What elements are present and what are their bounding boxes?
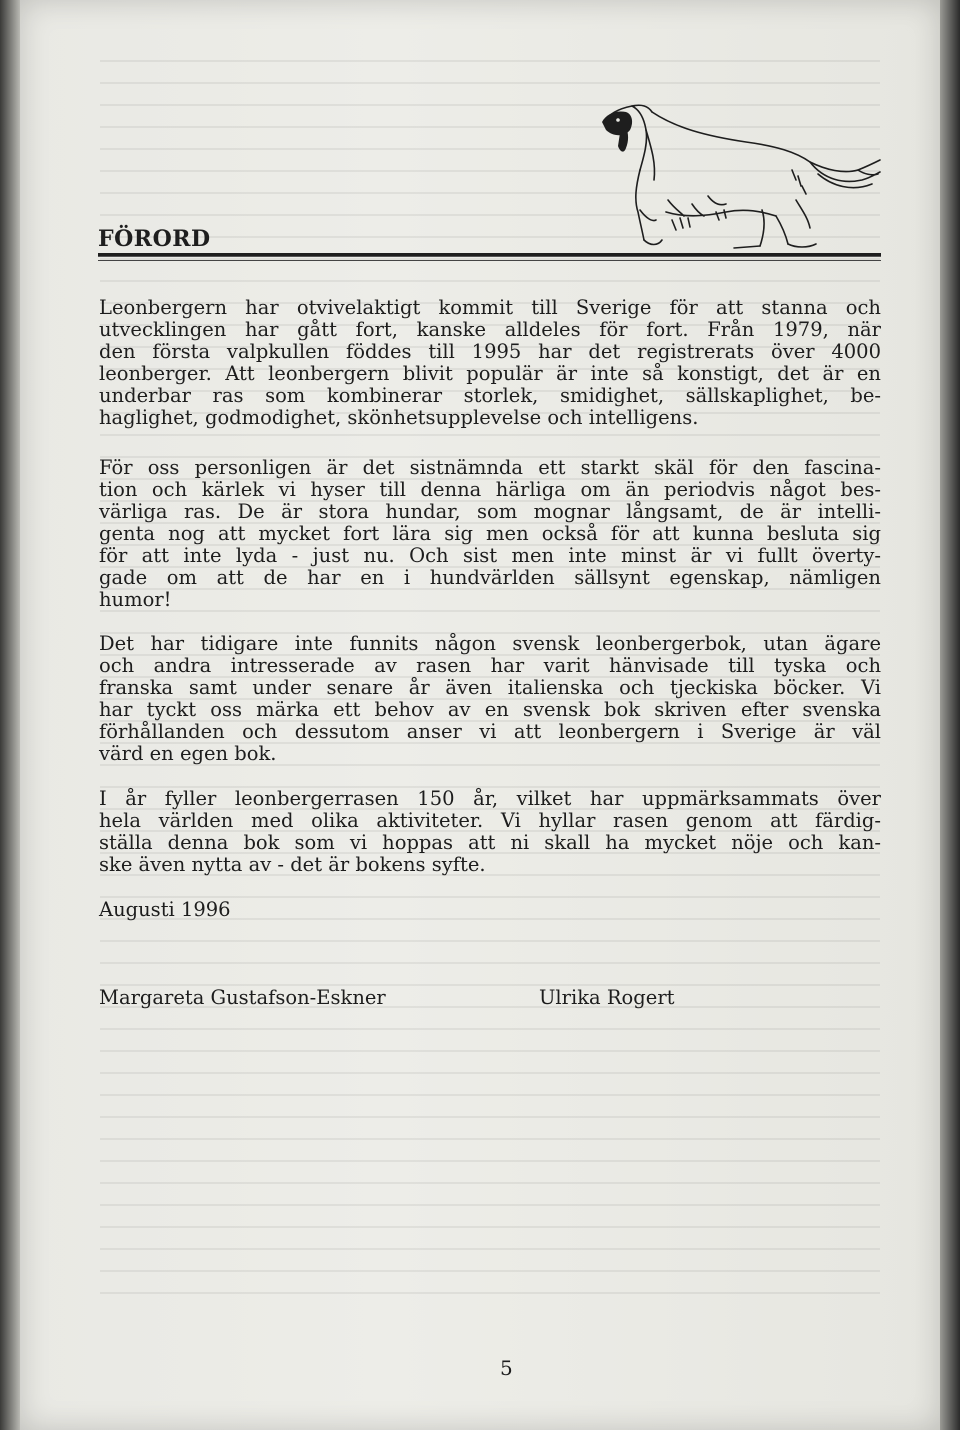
page-edge	[940, 0, 960, 1430]
text-line: den första valpkullen föddes till 1995 har det registrerats över 4000	[99, 340, 881, 363]
book-gutter	[0, 0, 20, 1430]
text-line: ske även nytta av - det är bokens syfte.	[99, 853, 486, 876]
paragraph-1	[99, 297, 881, 429]
text-line: genta nog att mycket fort lära sig men också för att kunna besluta sig	[99, 522, 881, 545]
page-title: FÖRORD	[98, 226, 211, 252]
paragraph-4	[99, 788, 881, 876]
text-line: har tyckt oss märka ett behov av en svensk bok skriven efter svenska	[99, 698, 881, 721]
text-line: utvecklingen har gått fort, kanske alldeles för fort. Från 1979, när	[99, 318, 881, 341]
date-line: Augusti 1996	[99, 898, 231, 921]
text-line: underbar ras som kombinerar storlek, smidighet, sällskaplighet, be-	[99, 384, 881, 407]
text-line: För oss personligen är det sistnämnda ett starkt skäl för den fascina-	[99, 456, 881, 479]
text-line: haglighet, godmodighet, skönhetsupplevelse och intelligens.	[99, 406, 699, 429]
text-line: förhållanden och dessutom anser vi att leonbergern i Sverige är väl	[99, 720, 881, 743]
text-line: humor!	[99, 588, 172, 611]
page-number: 5	[500, 1356, 513, 1380]
text-line: Det har tidigare inte funnits någon svensk leonbergerbok, utan ägare	[99, 632, 881, 655]
text-line: Leonbergern har otvivelaktigt kommit till Sverige för att stanna och	[99, 296, 881, 319]
paragraph-3	[99, 633, 881, 765]
author-signature-left: Margareta Gustafson-Eskner	[99, 986, 386, 1009]
text-line: hela världen med olika aktiviteter. Vi hyllar rasen genom att färdig-	[99, 809, 881, 832]
text-line: ställa denna bok som vi hoppas att ni skall ha mycket nöje och kan-	[99, 831, 881, 854]
text-line: I år fyller leonbergerrasen 150 år, vilket har uppmärksammats över	[99, 787, 881, 810]
title-rule	[98, 253, 881, 257]
leonberger-dog-icon	[596, 100, 886, 258]
text-line: värliga ras. De är stora hundar, som mognar långsamt, de är intelli-	[99, 500, 881, 523]
text-line: leonberger. Att leonbergern blivit populär är inte så konstigt, det är en	[99, 362, 881, 385]
paragraph-2	[99, 457, 881, 611]
text-line: tion och kärlek vi hyser till denna härliga om än periodvis något bes-	[99, 478, 881, 501]
title-rule-thin	[98, 260, 881, 261]
text-line: värd en egen bok.	[99, 742, 277, 765]
text-line: franska samt under senare år även italienska och tjeckiska böcker. Vi	[99, 676, 881, 699]
text-line: gade om att de har en i hundvärlden sällsynt egenskap, nämligen	[99, 566, 881, 589]
author-signature-right: Ulrika Rogert	[539, 986, 675, 1009]
text-line: och andra intresserade av rasen har varit hänvisade till tyska och	[99, 654, 881, 677]
text-line: för att inte lyda - just nu. Och sist men inte minst är vi fullt överty-	[99, 544, 881, 567]
